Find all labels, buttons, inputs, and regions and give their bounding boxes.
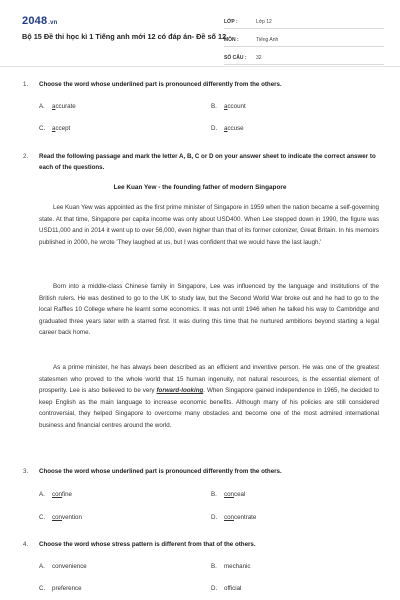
option-text: convenience xyxy=(52,563,87,570)
option-rest: ceal xyxy=(233,491,246,498)
option-letter: B. xyxy=(211,491,217,498)
paragraph-text: . When Singapore gained independence in 1965, he decided to keep English as the main language to increase economic benefits. Although many of his policies are still considered controversial, they helped Singapore to overcome many obstacles and become one of the most admired international business and financial centres around the world. xyxy=(39,387,379,429)
option-c[interactable] xyxy=(39,585,82,592)
underlined-part: a xyxy=(224,125,228,132)
option-letter: D. xyxy=(211,125,218,132)
option-rest: vention xyxy=(61,514,82,521)
meta-value: Tiếng Anh xyxy=(256,36,279,43)
underlined-part: con xyxy=(224,491,234,498)
option-letter: C. xyxy=(39,125,46,132)
underlined-part: a xyxy=(224,103,228,110)
passage-paragraph-2: Born into a middle-class Chinese family in Singapore, Lee was influenced by the language and institutions of the British rulers. He was destined to go to the UK to study law, but the Second World War broke out and he had to go to the local Raffles 10 College where he learnt some economics. It was not until 1946 when he talked his way to Cambridge and graduated three years later with a starred first. It was during this time that he nurtured ambitions beyond starting a legal career back home. xyxy=(39,283,379,336)
option-letter: C. xyxy=(39,585,46,592)
meta-label: MÔN : xyxy=(224,36,239,43)
question-number: 3. xyxy=(23,468,29,475)
option-d[interactable] xyxy=(211,514,256,521)
question-prompt: Read the following passage and mark the letter A, B, C or D on your answer sheet to indicate the correct answer to each of the questions. xyxy=(39,153,376,171)
option-text: mechanic xyxy=(224,563,251,570)
question-number: 1. xyxy=(23,81,29,88)
underlined-part: con xyxy=(52,514,62,521)
underlined-part: a xyxy=(52,103,56,110)
meta-value: Lớp 12 xyxy=(256,18,272,25)
passage-paragraph-1: Lee Kuan Yew was appointed as the first prime minister of Singapore in 1959 when the nation became a self-governing state. At that time, Singapore per capita income was only about USD400. When Lee stepped down in 1990, the figure was USD11,000 and in 2014 it went up to over 56,000, even higher than that of its former colonizer, Great Britain. In his memoirs published in 2000, he wrote 'They laughed at us, but I was confident that we would have the last laugh.' xyxy=(39,204,379,246)
option-letter: D. xyxy=(211,514,218,521)
option-d[interactable] xyxy=(211,585,241,592)
option-c[interactable] xyxy=(39,514,82,521)
passage-paragraph-3 xyxy=(39,362,379,431)
meta-label: LỚP : xyxy=(224,18,238,25)
option-a[interactable] xyxy=(39,563,87,570)
option-letter: D. xyxy=(211,585,218,592)
meta-row-subject xyxy=(224,33,384,47)
meta-label: SỐ CÂU : xyxy=(224,54,247,61)
underlined-part: a xyxy=(52,125,56,132)
option-rest: ccuse xyxy=(227,125,244,132)
logo-suffix: .vn xyxy=(48,20,58,26)
document-meta xyxy=(224,15,384,69)
option-rest: centrate xyxy=(233,514,257,521)
question-prompt: Choose the word whose stress pattern is different from that of the others. xyxy=(39,541,256,548)
document-title: Bộ 15 Đề thi học kì 1 Tiếng anh mới 12 có đáp án- Đề số 12 xyxy=(22,32,227,41)
logo-main: 2048 xyxy=(22,15,48,27)
option-letter: A. xyxy=(39,563,45,570)
option-letter: A. xyxy=(39,103,45,110)
question-number: 2. xyxy=(23,153,29,160)
option-a[interactable] xyxy=(39,491,72,498)
option-d[interactable] xyxy=(211,125,244,132)
option-letter: B. xyxy=(211,563,217,570)
passage-title: Lee Kuan Yew - the founding father of modern Singapore xyxy=(113,184,287,191)
underlined-part: con xyxy=(52,491,62,498)
meta-row-count xyxy=(224,51,384,65)
option-rest: ccurate xyxy=(55,103,76,110)
meta-row-class xyxy=(224,15,384,29)
option-a[interactable] xyxy=(39,103,76,110)
option-c[interactable] xyxy=(39,125,70,132)
option-text: preference xyxy=(52,585,82,592)
option-b[interactable] xyxy=(211,563,250,570)
option-letter: B. xyxy=(211,103,217,110)
option-rest: ccept xyxy=(55,125,71,132)
highlighted-word: forward-looking xyxy=(156,387,204,394)
paragraph-text: As a prime minister, he has always been described as an efficient and inventive person. He was one of the greatest statesmen who proved to the whole world that 15 human ingenuity, not natural resources, is the essential element of prosperity. Lee is also believed to be very xyxy=(39,364,379,394)
question-prompt: Choose the word whose underlined part is pronounced differently from the others. xyxy=(39,81,282,88)
header-divider xyxy=(0,66,400,67)
option-letter: A. xyxy=(39,491,45,498)
site-logo[interactable] xyxy=(22,15,58,27)
underlined-part: con xyxy=(224,514,234,521)
option-rest: ccount xyxy=(227,103,246,110)
option-b[interactable] xyxy=(211,103,246,110)
page-header xyxy=(0,0,400,62)
question-prompt: Choose the word whose underlined part is pronounced differently from the others. xyxy=(39,468,282,475)
question-number: 4. xyxy=(23,541,29,548)
option-letter: C. xyxy=(39,514,46,521)
option-rest: fine xyxy=(61,491,72,498)
meta-value: 32 xyxy=(256,54,262,61)
option-text: official xyxy=(224,585,242,592)
option-b[interactable] xyxy=(211,491,245,498)
